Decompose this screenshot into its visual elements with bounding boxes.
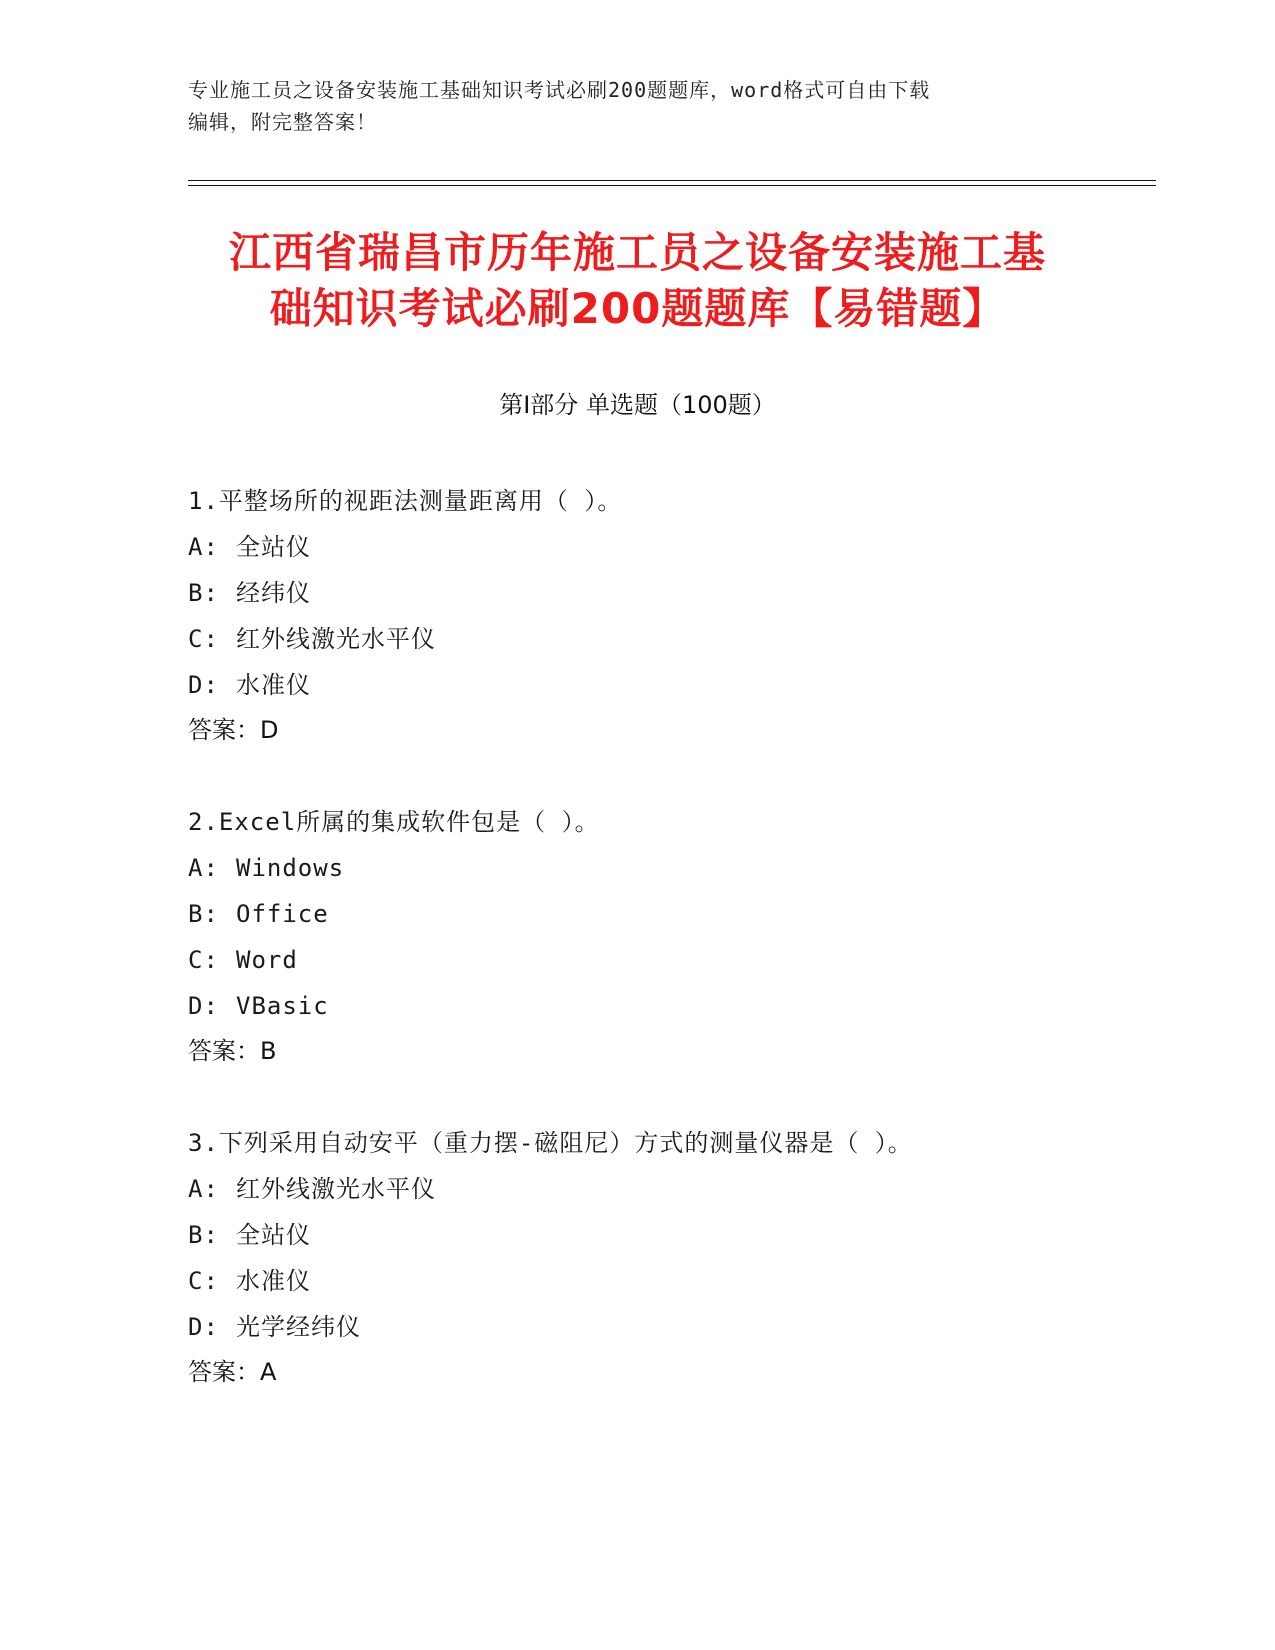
option-text: 水准仪 xyxy=(236,671,311,699)
option-key: C: xyxy=(188,946,219,974)
option-text: 全站仪 xyxy=(236,533,311,561)
document-title-line-1: 江西省瑞昌市历年施工员之设备安装施工基 xyxy=(228,228,1046,277)
option-key: A: xyxy=(188,533,219,561)
answer: 答案：B xyxy=(188,1037,277,1065)
option-d xyxy=(188,662,1148,708)
option-b xyxy=(188,570,1148,616)
option-text: VBasic xyxy=(236,992,329,1020)
option-key: A: xyxy=(188,854,219,882)
header-note-line-2: 编辑，附完整答案！ xyxy=(188,110,377,134)
option-key: B: xyxy=(188,1221,219,1249)
option-key: D: xyxy=(188,992,219,1020)
option-key: D: xyxy=(188,1313,219,1341)
option-text: 光学经纬仪 xyxy=(236,1313,361,1341)
option-d xyxy=(188,983,1148,1029)
option-d xyxy=(188,1304,1148,1350)
option-c xyxy=(188,937,1148,983)
answer: 答案：A xyxy=(188,1358,277,1386)
option-key: C: xyxy=(188,625,219,653)
option-a xyxy=(188,845,1148,891)
header-note-line-1: 专业施工员之设备安装施工基础知识考试必刷200题题库，word格式可自由下载 xyxy=(188,78,931,102)
option-key: A: xyxy=(188,1175,219,1203)
section-title: 第Ⅰ部分 单选题（100题） xyxy=(499,391,776,419)
option-key: B: xyxy=(188,579,219,607)
answer: 答案：D xyxy=(188,716,279,744)
option-text: 红外线激光水平仪 xyxy=(236,1175,436,1203)
document-title-line-2: 础知识考试必刷200题题库【易错题】 xyxy=(269,284,1006,333)
question-stem: 3.下列采用自动安平（重力摆-磁阻尼）方式的测量仪器是（ ）。 xyxy=(188,1129,913,1157)
header-note xyxy=(188,74,1068,138)
question-1 xyxy=(188,478,1148,752)
question-stem: 1.平整场所的视距法测量距离用（ ）。 xyxy=(188,487,623,515)
option-text: 全站仪 xyxy=(236,1221,311,1249)
option-a xyxy=(188,1166,1148,1212)
option-key: D: xyxy=(188,671,219,699)
option-text: 红外线激光水平仪 xyxy=(236,625,436,653)
question-stem: 2.Excel所属的集成软件包是（ ）。 xyxy=(188,808,600,836)
option-key: B: xyxy=(188,900,219,928)
question-2 xyxy=(188,799,1148,1073)
option-c xyxy=(188,616,1148,662)
option-text: Office xyxy=(236,900,329,928)
option-text: Word xyxy=(236,946,298,974)
question-3 xyxy=(188,1120,1148,1394)
option-c xyxy=(188,1258,1148,1304)
option-text: 经纬仪 xyxy=(236,579,311,607)
question-list xyxy=(188,478,1148,1441)
option-a xyxy=(188,524,1148,570)
option-text: Windows xyxy=(236,854,345,882)
option-b xyxy=(188,1212,1148,1258)
option-key: C: xyxy=(188,1267,219,1295)
option-b xyxy=(188,891,1148,937)
header-divider-top xyxy=(188,180,1156,181)
header-divider-bottom xyxy=(188,185,1156,186)
option-text: 水准仪 xyxy=(236,1267,311,1295)
document-title xyxy=(150,225,1125,337)
